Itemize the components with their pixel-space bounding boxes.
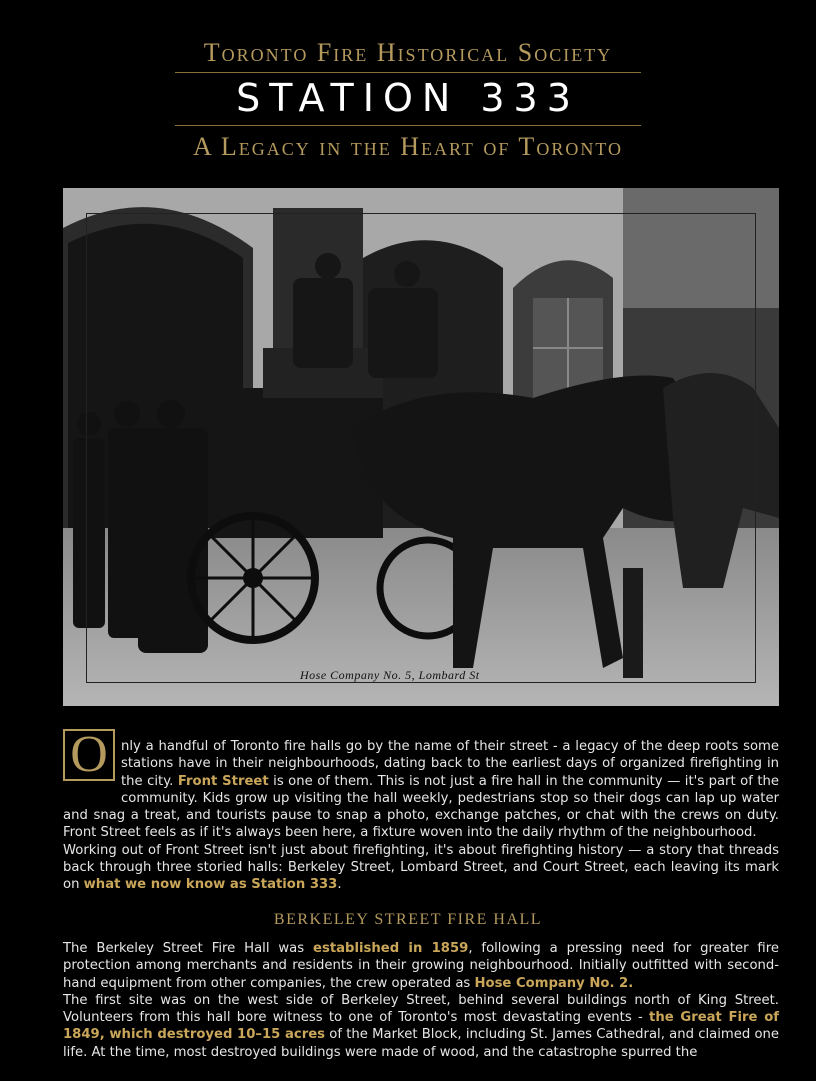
header-rule-bottom xyxy=(175,125,641,126)
page-subtitle: A Legacy in the Heart of Toronto xyxy=(193,132,623,161)
intro-p2-text-end: . xyxy=(337,877,342,893)
intro-p2-highlight: what we now know as Station 333 xyxy=(83,877,338,893)
header-rule-top xyxy=(175,72,641,73)
intro-p1-text-end: is one of them. This is not just a fire hall in the community — it's part of the community. Kids grow up visiting the hall weekly, pedestrians stop so their dogs can lap up water and snag a treat, and tourists pause to snap a photo, exchange patches, or chat with the crews on duty. Front Street feels as if it's always been here, a fixture woven into the daily rhythm of the neighbourhood. xyxy=(63,773,779,841)
section-heading: BERKELEY STREET FIRE HALL xyxy=(273,911,543,928)
section-p2-highlight: the Great Fire of 1849, which destroyed 10–15 acres xyxy=(63,1010,779,1043)
section-p2-text: The first site was on the west side of Berkeley Street, behind several buildings north of King Street. Volunteers from this hall bore witness to one of Toronto's most devastating events - xyxy=(63,992,779,1026)
section-p2-text-end: of the Market Block, including St. James Cathedral, and claimed one life. At the time, most destroyed buildings were made of wood, and the catastrophe spurred the xyxy=(63,1027,779,1060)
photo-frame xyxy=(86,213,756,683)
station-title: STATION 333 xyxy=(236,76,580,120)
section-p1-text: The Berkeley Street Fire Hall was xyxy=(63,941,314,956)
society-title: Toronto Fire Historical Society xyxy=(203,38,613,67)
intro-p1-text: nly a handful of Toronto fire halls go by the name of their street - a legacy of the deep roots some stations have in their neighbourhoods, dating back to the earliest days of organized firefighting in the city. xyxy=(121,739,779,789)
intro-text xyxy=(63,738,779,894)
section-p1-highlight-2: Hose Company No. 2. xyxy=(474,975,634,991)
photo-caption: Hose Company No. 5, Lombard St xyxy=(300,668,480,682)
intro-p1-highlight: Front Street xyxy=(177,773,269,789)
section-text xyxy=(63,940,779,1061)
section-p1-highlight-1: established in 1859 xyxy=(313,941,469,956)
dropcap-letter: O xyxy=(63,729,115,781)
intro-p2-text: Working out of Front Street isn't just about firefighting, it's about firefighting history — a story that threads back through three storied halls: Berkeley Street, Lombard Street, and Court Street, each leaving its mark on xyxy=(63,842,779,893)
section-p1-text-mid: , following a pressing need for greater fire protection among merchants and residents in their growing neighbourhood. Initially outfitted with second-hand equipment from other companies, the crew operated as xyxy=(63,941,779,991)
